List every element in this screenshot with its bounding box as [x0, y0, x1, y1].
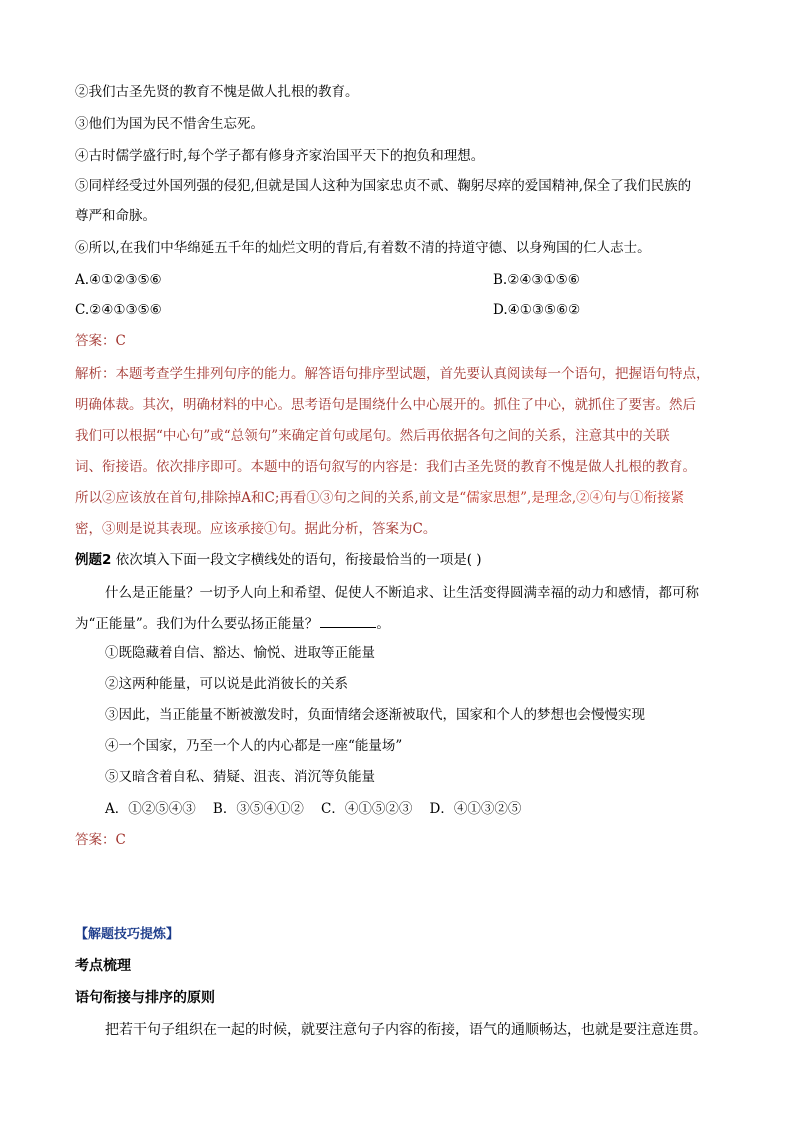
- q1-item-6: ⑥所以,在我们中华绵延五千年的灿烂文明的背后,有着数不清的持道守德、以身殉国的仁人志士。: [75, 240, 651, 256]
- q1-analysis-line-5: [75, 488, 684, 508]
- q1-analysis-line-5-b: “儒家思想”,是理念,②④句与①衔接紧: [459, 490, 685, 506]
- q1-option-b: B.②④③①⑤⑥: [493, 272, 580, 288]
- q1-option-d: D.④①③⑤⑥②: [493, 302, 581, 318]
- q1-item-5-cont: 尊严和命脉。: [75, 208, 156, 224]
- q2-title-text: 依次填入下面一段文字横线处的语句，衔接最恰当的一项是( ): [111, 552, 482, 568]
- q2-answer: 答案：C: [75, 832, 126, 848]
- q1-option-c: C.②④①③⑤⑥: [75, 302, 162, 318]
- q1-analysis-line-3: 我们可以根据“中心句”或“总领句”来确定首句或尾句。然后再依据各句之间的关系，注意其中的关联: [75, 428, 670, 444]
- q2-passage-line-2: [75, 613, 390, 634]
- q1-analysis-line-1: 解析：本题考查学生排列句序的能力。解答语句排序型试题，首先要认真阅读每一个语句，把握语句特点，: [75, 366, 710, 382]
- q1-analysis-line-2: 明确体裁。其次，明确材料的中心。思考语句是围绕什么中心展开的。抓住了中心，就抓住了要害。然后: [75, 397, 696, 413]
- tips-subsection-heading: 语句衔接与排序的原则: [75, 990, 215, 1006]
- q2-title: [75, 550, 482, 570]
- q1-option-a: A.④①②③⑤⑥: [75, 272, 162, 288]
- q1-analysis-line-5-a: 所以②应该放在首句,排除掉A和C;再看①③句之间的关系,前文是: [75, 490, 460, 506]
- q2-title-label: 例题2: [75, 552, 112, 568]
- q1-answer: 答案：C: [75, 333, 126, 349]
- q2-passage-text: 为“正能量”。我们为什么要弘扬正能量？: [75, 616, 319, 632]
- tips-bracket-title: 【解题技巧提炼】: [75, 927, 180, 942]
- q2-item-1: ①既隐藏着自信、豁达、愉悦、进取等正能量: [105, 645, 375, 661]
- q1-item-3: ③他们为国为民不惜舍生忘死。: [75, 116, 264, 132]
- q1-item-4: ④古时儒学盛行时,每个学子都有修身齐家治国平天下的抱负和理想。: [75, 148, 485, 164]
- q2-item-4: ④一个国家，乃至一个人的内心都是一座“能量场”: [105, 738, 403, 754]
- q1-item-2: ②我们古圣先贤的教育不愧是做人扎根的教育。: [75, 84, 359, 100]
- q2-options: A．①②⑤④③ B．③⑤④①② C．④①⑤②③ D．④①③②⑤: [105, 801, 522, 817]
- q1-analysis-line-4: 词、衔接语。依次排序即可。本题中的语句叙写的内容是：我们古圣先贤的教育不愧是做人扎根的教育。: [75, 459, 696, 475]
- tips-body-text: 把若干句子组织在一起的时候，就要注意句子内容的衔接，语气的通顺畅达，也就是要注意连贯。: [105, 1022, 707, 1038]
- q2-item-5: ⑤又暗含着自私、猜疑、沮丧、消沉等负能量: [105, 769, 375, 785]
- q2-item-2: ②这两种能量，可以说是此消彼长的关系: [105, 676, 348, 692]
- tips-section-heading: 考点梳理: [75, 958, 131, 974]
- q1-item-5: ⑤同样经受过外国列强的侵犯,但就是国人这种为国家忠贞不贰、鞠躬尽瘁的爱国精神,保全了我们民族的: [75, 178, 692, 194]
- q2-fill-blank: [320, 613, 376, 628]
- q2-passage-end: 。: [376, 616, 390, 632]
- q1-analysis-line-6: 密，③则是说其表现。应该承接①句。据此分析，答案为C。: [75, 521, 437, 537]
- q2-item-3: ③因此，当正能量不断被激发时，负面情绪会逐渐被取代，国家和个人的梦想也会慢慢实现: [105, 707, 645, 723]
- q2-passage-line-1: 什么是正能量？一切予人向上和希望、促使人不断追求、让生活变得圆满幸福的动力和感情，都可称: [105, 585, 699, 601]
